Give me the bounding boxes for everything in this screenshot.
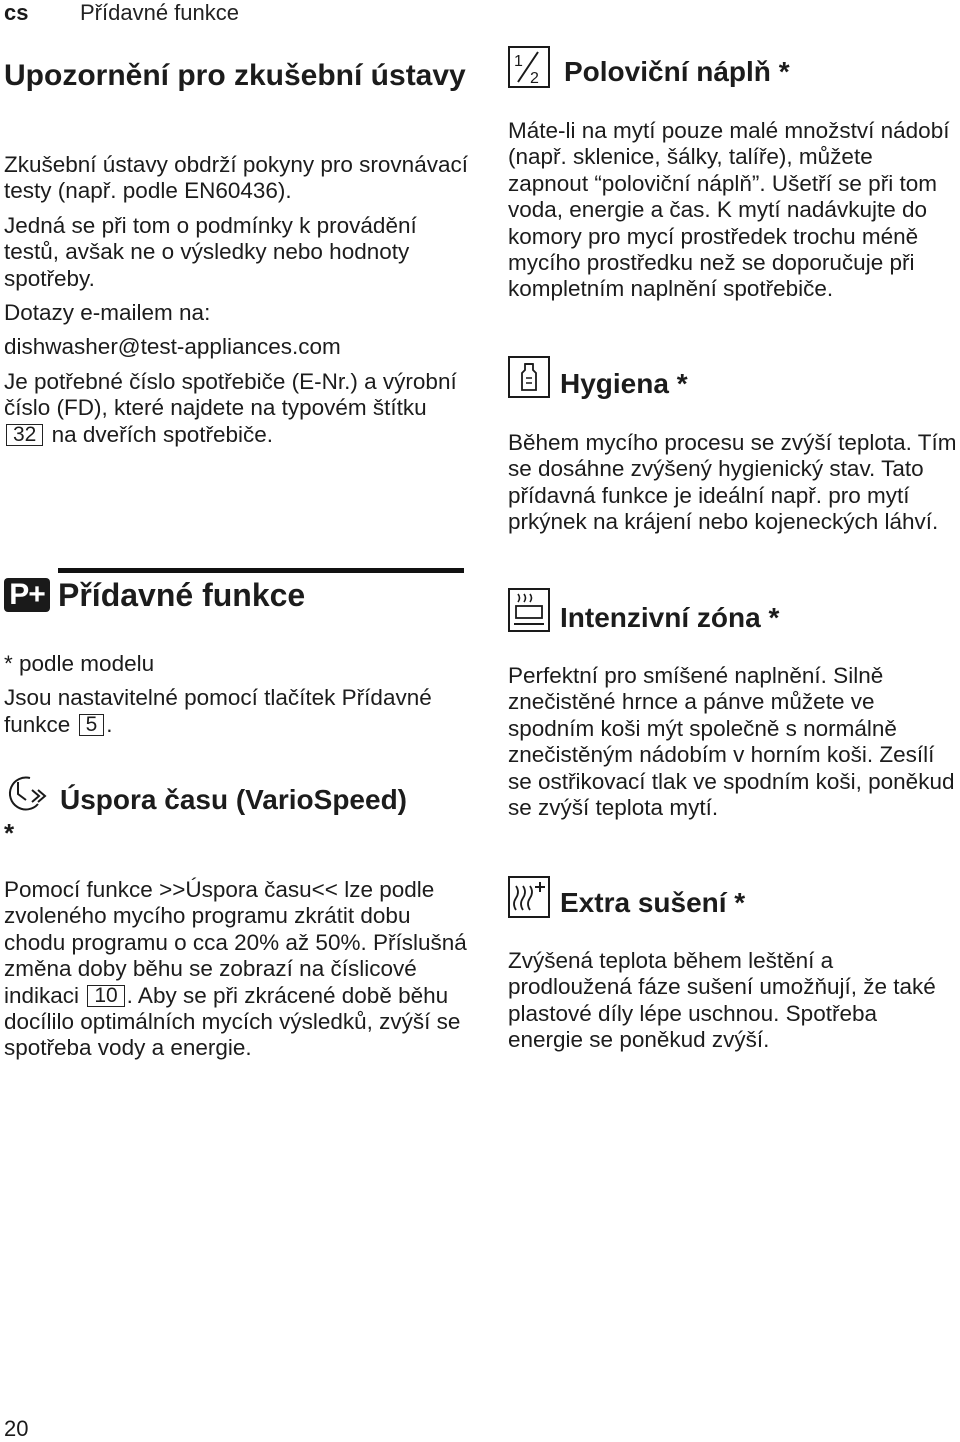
hygiene-heading xyxy=(560,368,950,400)
intensive-paragraph: Perfektní pro smíšené naplnění. Silně znečistěné hrnce a pánve můžete ve spodním koši mýt společně s normálně znečistěným nádobím v horním koši. Zesílí se ostřikovací tlak ve spodním koši, poněkud se zvýší teplota mytí. xyxy=(508,663,955,821)
language-code: cs xyxy=(4,0,29,25)
ref-number: 10 xyxy=(87,985,124,1007)
vario-body xyxy=(4,877,474,1062)
hygiene-paragraph: Během mycího procesu se zvýší teplota. Tím se dosáhne zvýšený hygienický stav. Tato přídavná funkce je ideální např. pro mytí prkýnek na krájení nebo kojeneckých láhví. xyxy=(508,430,957,535)
vario-heading xyxy=(60,784,470,816)
notice-paragraph-4 xyxy=(4,369,474,448)
addfunc-paragraph xyxy=(4,685,474,738)
addfunc-p-text: Jsou nastavitelné pomocí tlačítek Přídavné funkce xyxy=(4,685,432,737)
intensive-zone-icon xyxy=(508,588,550,632)
intensive-body xyxy=(508,663,958,821)
intensive-title: Intenzivní zóna * xyxy=(560,602,780,633)
notice-p4-text: Je potřebné číslo spotřebiče (E‑Nr.) a výrobní číslo (FD), které najdete na typovém štítku xyxy=(4,368,457,421)
notice-p4-text-end: na dveřích spotřebiče. xyxy=(51,421,273,447)
half-title: Poloviční náplň * xyxy=(564,56,790,87)
hygiene-body xyxy=(508,430,958,536)
running-header: Přídavné funkce xyxy=(80,0,239,25)
svg-text:1: 1 xyxy=(514,53,523,70)
hygiene-icon xyxy=(508,356,550,398)
notice-email: dishwasher@test-appliances.com xyxy=(4,334,341,360)
notice-paragraph-2: Jedná se při tom o podmínky k provádění testů, avšak ne o výsledky nebo hodnoty spotřeby. xyxy=(4,212,417,291)
addfunc-body xyxy=(4,651,474,738)
notice-paragraph-1: Zkušební ústavy obdrží pokyny pro srovnávací testy (např. podle EN60436). xyxy=(4,152,468,204)
ref-number: 32 xyxy=(6,424,43,446)
extradry-paragraph: Zvýšená teplota během leštění a prodloužená fáze sušení umožňují, že také plastové díly lépe uschnou. Spotřeba energie se poněkud zvýší. xyxy=(508,948,936,1053)
svg-text:2: 2 xyxy=(530,70,539,87)
extradry-heading xyxy=(560,887,950,919)
ref-number: 5 xyxy=(79,714,105,736)
notice-section xyxy=(4,58,474,93)
vario-p-text: Pomocí funkce >>Úspora času<< lze podle zvoleného mycího programu zkrátit dobu chodu programu o cca 20% až 50%. Příslušná změna doby běhu se zobrazí na číslicové indikaci xyxy=(4,877,467,1008)
extradry-body xyxy=(508,948,958,1054)
vario-star: * xyxy=(4,818,15,848)
vario-p-end: . Aby se při zkrácené době běhu docílilo optimálních mycích výsledků, zvýší se spotřeba vody a energie. xyxy=(4,982,461,1061)
extra-drying-icon xyxy=(508,876,550,918)
half-body xyxy=(508,118,958,303)
addfunc-p-end: . xyxy=(106,711,113,737)
extradry-title: Extra sušení * xyxy=(560,887,746,918)
addfunc-title: Přídavné funkce xyxy=(58,577,306,613)
hygiene-title: Hygiena * xyxy=(560,368,688,399)
half-heading xyxy=(564,56,954,88)
notice-body xyxy=(4,152,474,448)
half-paragraph: Máte‑li na mytí pouze malé množství nádobí (např. sklenice, šálky, talíře), můžete zapnout “poloviční náplň”. Ušetří se při tom voda, energie a čas. K mytí nadávkujte do komory pro mycí prostředek trochu méně mycího prostředku než se doporučuje při kompletním naplnění spotřebiče. xyxy=(508,118,950,302)
notice-title: Upozornění pro zkušební ústavy xyxy=(4,59,466,92)
addfunc-heading xyxy=(58,576,468,614)
section-rule xyxy=(58,568,464,573)
p-plus-icon: P+ xyxy=(4,578,50,612)
vario-title: Úspora času (VarioSpeed) xyxy=(60,784,408,815)
vario-paragraph xyxy=(4,877,474,1062)
page-number: 20 xyxy=(4,1416,29,1441)
intensive-heading xyxy=(560,602,950,634)
half-load-icon xyxy=(508,46,550,88)
model-note: * podle modelu xyxy=(4,651,155,676)
vario-speed-icon xyxy=(4,772,52,816)
vario-star-wrap xyxy=(4,820,474,848)
notice-paragraph-3: Dotazy e‑mailem na: xyxy=(4,300,211,326)
